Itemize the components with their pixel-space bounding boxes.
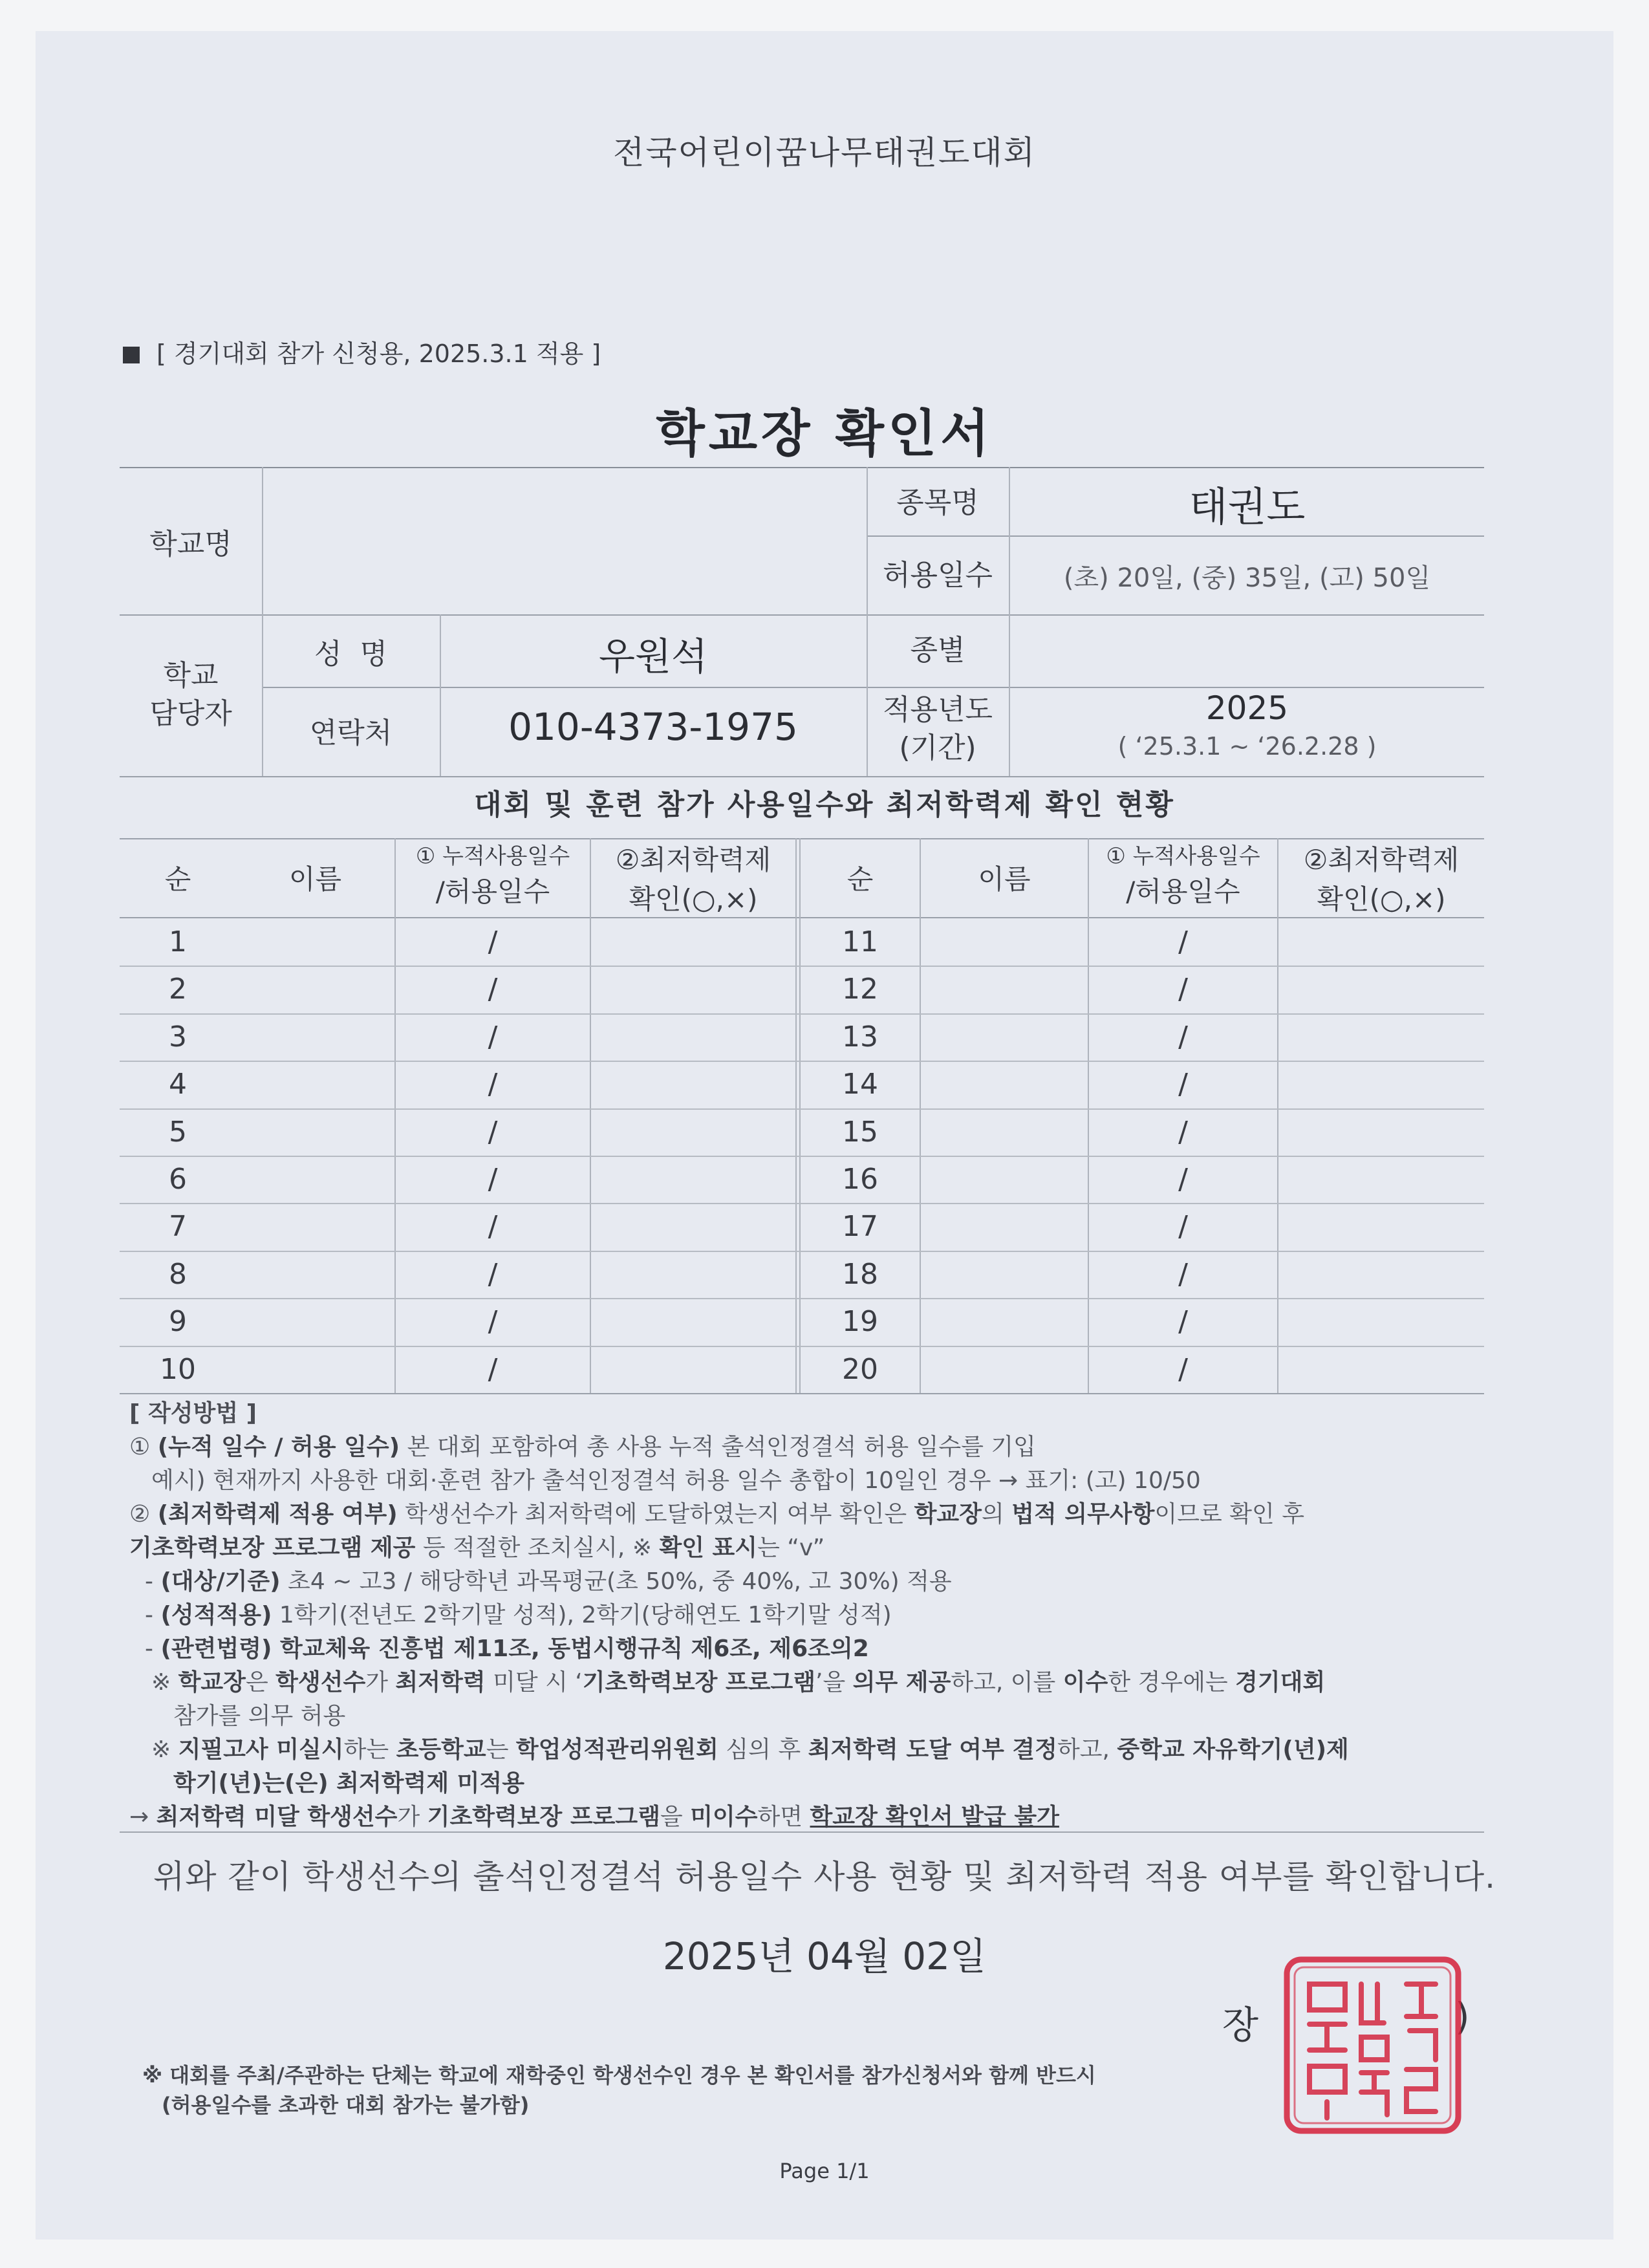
table-cell-no: 9 — [169, 1305, 187, 1338]
table-cell-days: / — [1178, 1210, 1188, 1243]
table-cell-days: / — [1178, 1116, 1188, 1149]
table-cell-check — [1278, 1156, 1484, 1204]
apply-year-label — [867, 691, 1009, 768]
table-cell-check — [591, 1156, 795, 1204]
table-cell-no: 4 — [169, 1068, 187, 1101]
table-cell-days: / — [1178, 1353, 1188, 1386]
instruction-line — [129, 1800, 1500, 1834]
table-cell-days: / — [488, 1305, 498, 1338]
table-cell-check — [591, 1251, 795, 1299]
instruction-example: 예시) 현재까지 사용한 대회·훈련 참가 출석인정결석 허용 일수 총합이 10일인 경우 → 표기: (고) 10/50 — [151, 1467, 1201, 1494]
instruction-line — [129, 1498, 1500, 1531]
instruction-term: 학교장 — [914, 1501, 982, 1528]
table-cell-days: / — [488, 1116, 498, 1149]
table-cell-name — [921, 1346, 1088, 1394]
table-cell-no: 2 — [169, 973, 187, 1006]
seal-stamp-icon — [1280, 1953, 1465, 2137]
table-cell-name — [236, 1013, 394, 1061]
arrow-marker: → — [129, 1804, 156, 1830]
table-cell-name — [921, 1013, 1088, 1061]
table-cell-check — [1278, 1013, 1484, 1061]
table-cell-name — [921, 1156, 1088, 1204]
table-cell-name — [236, 1061, 394, 1108]
instruction-line — [129, 1733, 1500, 1767]
page-number: Page 1/1 — [779, 2159, 870, 2183]
instruction-term: 학생선수 — [275, 1669, 366, 1696]
instruction-term: 이수 — [1062, 1669, 1108, 1696]
instruction-term: 경기대회 — [1235, 1669, 1326, 1696]
table-cell-name — [236, 1156, 394, 1204]
instruction-term: 학교장 — [178, 1669, 246, 1696]
header-days-right-line1: ① 누적사용일수 — [1106, 843, 1260, 869]
instruction-term: 지필고사 미실시 — [178, 1736, 344, 1763]
table-cell-no: 6 — [169, 1163, 187, 1196]
table-cell-days: / — [488, 973, 498, 1006]
table-cell-days: / — [488, 1068, 498, 1101]
instruction-text: 하고, 이를 — [951, 1669, 1063, 1696]
table-cell-check — [591, 1108, 795, 1156]
table-cell-no: 14 — [842, 1068, 878, 1101]
allowed-days-value: (초) 20일, (중) 35일, (고) 50일 — [1063, 563, 1431, 593]
instruction-text: 1학기(전년도 2학기말 성적), 2학기(당해연도 1학기말 성적) — [272, 1602, 892, 1628]
instruction-line — [129, 1666, 1500, 1700]
document-title: 학교장 확인서 — [656, 405, 993, 463]
table-cell-check — [591, 1013, 795, 1061]
instruction-text: 한 경우에는 — [1108, 1669, 1236, 1696]
instructions-title: [ 작성방법 ] — [129, 1400, 257, 1427]
progress-section-title: 대회 및 훈련 참가 사용일수와 최저학력제 확인 현황 — [474, 788, 1175, 821]
table-cell-days: / — [1178, 973, 1188, 1006]
category-label: 종별 — [910, 634, 965, 667]
contact-section-label-line1: 학교 — [163, 659, 219, 692]
square-bullet-icon — [123, 347, 140, 363]
table-cell-days: / — [488, 1258, 498, 1291]
instruction-term: 학교장 확인서 발급 불가 — [810, 1804, 1059, 1830]
instruction-text: 가 — [365, 1669, 396, 1696]
table-cell-no: 11 — [842, 925, 878, 958]
header-name-left: 이름 — [288, 863, 342, 895]
table-cell-name — [236, 1251, 394, 1299]
header-days-right — [1089, 841, 1277, 912]
apply-year-value: 2025 — [1205, 689, 1289, 727]
footer-note-line1: ※ 대회를 주최/주관하는 단체는 학교에 재학중인 학생선수인 경우 본 확인서를 참가신청서와 함께 반드시 — [142, 2063, 1096, 2088]
header-days-left-line1: ① 누적사용일수 — [415, 843, 570, 869]
table-cell-name — [921, 1061, 1088, 1108]
contact-name-value: 우원석 — [598, 634, 708, 678]
header-name-right: 이름 — [978, 863, 1031, 895]
header-check-right-line1: ②최저학력제 — [1303, 844, 1460, 876]
table-cell-no: 5 — [169, 1116, 187, 1149]
contact-phone-label: 연락처 — [309, 717, 393, 750]
table-cell-no: 12 — [842, 973, 878, 1006]
contact-section-label — [120, 656, 262, 733]
instruction-term: (대상/기준) — [160, 1568, 281, 1595]
table-cell-no: 8 — [169, 1258, 187, 1291]
instruction-term: 최저학력 도달 여부 결정 — [808, 1736, 1057, 1763]
instruction-term: 최저학력 — [395, 1669, 486, 1696]
table-cell-name — [921, 1298, 1088, 1346]
instruction-term: (관련법령) — [160, 1636, 272, 1662]
table-cell-name — [921, 1251, 1088, 1299]
reference-marker: ※ — [151, 1736, 178, 1763]
footer-note-line2: (허용일수를 초과한 대회 참가는 불가함) — [162, 2093, 530, 2117]
issue-date: 2025년 04월 02일 — [662, 1934, 987, 1978]
instruction-term: 미이수 — [690, 1804, 758, 1830]
header-check-right-line2: 확인(○,×) — [1317, 883, 1446, 915]
header-no-right: 순 — [846, 863, 874, 895]
header-no-left: 순 — [164, 863, 191, 895]
school-name-label: 학교명 — [149, 528, 232, 561]
table-cell-check — [1278, 1108, 1484, 1156]
instruction-term: 중학교 자유학기(년)제 — [1117, 1736, 1349, 1763]
table-cell-no: 13 — [842, 1021, 878, 1053]
table-cell-name — [921, 966, 1088, 1013]
table-cell-check — [591, 1298, 795, 1346]
circled-2-marker: ② — [129, 1501, 158, 1528]
instruction-line — [129, 1565, 1500, 1599]
instruction-text: 을 — [660, 1804, 691, 1830]
table-cell-check — [591, 1203, 795, 1251]
instruction-term: 최저학력 미달 학생선수 — [156, 1804, 398, 1830]
table-cell-check — [1278, 1346, 1484, 1394]
contact-section-label-line2: 담당자 — [149, 697, 232, 731]
table-cell-name — [921, 1203, 1088, 1251]
header-title: 전국어린이꿈나무태권도대회 — [613, 134, 1036, 171]
instruction-line — [129, 1632, 1500, 1666]
table-cell-no: 10 — [160, 1353, 196, 1386]
principal-title: 장 — [1222, 2003, 1259, 2047]
instruction-text: 는 “v” — [757, 1535, 825, 1561]
table-cell-name — [236, 1203, 394, 1251]
instruction-term: 초등학교 — [396, 1736, 486, 1763]
form-usage-note — [123, 334, 601, 369]
table-cell-days: / — [1178, 1163, 1188, 1196]
instructions — [129, 1397, 1500, 1834]
table-cell-no: 16 — [842, 1163, 878, 1196]
table-cell-no: 18 — [842, 1258, 878, 1291]
header-check-left-line2: 확인(○,×) — [629, 883, 758, 915]
instruction-term: (성적적용) — [160, 1602, 272, 1628]
instruction-text: 학교체육 진흥법 제11조, 동법시행규칙 제6조, 제6조의2 — [272, 1636, 869, 1662]
table-cell-days: / — [1178, 925, 1188, 958]
table-cell-name — [236, 1346, 394, 1394]
table-cell-check — [1278, 1203, 1484, 1251]
dash-marker: - — [145, 1636, 161, 1662]
instruction-text: 하면 — [757, 1804, 810, 1830]
instruction-term: 기초학력보장 프로그램 — [582, 1669, 816, 1696]
instruction-term: 기초학력보장 프로그램 — [427, 1804, 660, 1830]
instruction-text: 본 대회 포함하여 총 사용 누적 출석인정결석 허용 일수를 기입 — [400, 1434, 1036, 1460]
instruction-term: 법적 의무사항 — [1011, 1501, 1155, 1528]
dash-marker: - — [145, 1602, 161, 1628]
instruction-text: 하고, — [1057, 1736, 1117, 1763]
table-cell-days: / — [488, 1163, 498, 1196]
instruction-line — [129, 1531, 1500, 1565]
table-cell-name — [236, 918, 394, 966]
table-cell-no: 15 — [842, 1116, 878, 1149]
table-cell-check — [591, 1061, 795, 1108]
official-seal — [1280, 1953, 1465, 2137]
instruction-term: 학업성적관리위원회 — [515, 1736, 718, 1763]
table-cell-check — [591, 966, 795, 1013]
instruction-line — [129, 1599, 1500, 1632]
table-cell-no: 17 — [842, 1210, 878, 1243]
table-cell-name — [236, 1298, 394, 1346]
divider — [120, 1831, 1484, 1833]
instruction-term: 의무 제공 — [852, 1669, 951, 1696]
table-cell-days: / — [1178, 1068, 1188, 1101]
instruction-text: 미달 시 ‘ — [485, 1669, 583, 1696]
table-cell-check — [1278, 1061, 1484, 1108]
instruction-text: 가 — [397, 1804, 427, 1830]
table-cell-days: / — [488, 1210, 498, 1243]
table-cell-no: 7 — [169, 1210, 187, 1243]
table-cell-days: / — [488, 1021, 498, 1053]
reference-marker: ※ — [151, 1669, 178, 1696]
instruction-term: 기초학력보장 프로그램 제공 — [129, 1535, 416, 1561]
table-cell-name — [921, 918, 1088, 966]
event-label: 종목명 — [896, 486, 979, 519]
circled-1-marker: ① — [129, 1434, 158, 1460]
apply-year-label-line2: (기간) — [899, 731, 976, 765]
instruction-text: ’을 — [815, 1669, 853, 1696]
table-cell-days: / — [488, 1353, 498, 1386]
event-value: 태권도 — [1189, 483, 1306, 530]
footer-note — [142, 2060, 1096, 2120]
table-cell-check — [1278, 918, 1484, 966]
table-cell-check — [1278, 1251, 1484, 1299]
apply-year-label-line1: 적용년도 — [882, 693, 993, 726]
principal-seal-paren: ) — [1455, 1994, 1470, 2038]
table-cell-check — [591, 1346, 795, 1394]
dash-marker: - — [145, 1568, 161, 1595]
apply-period-value: ( ‘25.3.1 ~ ‘26.2.28 ) — [1117, 732, 1377, 761]
header-check-left — [591, 841, 795, 920]
instruction-line: 참가를 의무 허용 — [173, 1703, 346, 1729]
table-cell-check — [591, 918, 795, 966]
table-cell-name — [921, 1108, 1088, 1156]
table-cell-name — [236, 966, 394, 1013]
table-cell-check — [1278, 1298, 1484, 1346]
header-check-right — [1278, 841, 1484, 920]
contact-phone-value: 010-4373-1975 — [508, 705, 798, 749]
table-cell-check — [1278, 966, 1484, 1013]
header-days-left — [396, 841, 590, 912]
header-days-right-line2: /허용일수 — [1126, 876, 1240, 908]
table-cell-days: / — [1178, 1021, 1188, 1053]
instruction-line — [129, 1431, 1500, 1464]
instruction-term: (최저학력제 적용 여부) — [157, 1501, 398, 1528]
table-cell-days: / — [1178, 1258, 1188, 1291]
allowed-days-label: 허용일수 — [882, 559, 993, 592]
header-check-left-line1: ②최저학력제 — [615, 844, 771, 876]
instruction-term: (누적 일수 / 허용 일수) — [157, 1434, 400, 1460]
table-cell-days: / — [488, 925, 498, 958]
instruction-text: 은 — [245, 1669, 276, 1696]
table-cell-days: / — [1178, 1305, 1188, 1338]
form-usage-text: [ 경기대회 참가 신청용, 2025.3.1 적용 ] — [156, 340, 601, 368]
contact-name-label: 성 명 — [314, 638, 387, 671]
confirmation-statement: 위와 같이 학생선수의 출석인정결석 허용일수 사용 현황 및 최저학력 적용 여부를 확인합니다. — [153, 1858, 1496, 1895]
table-cell-name — [236, 1108, 394, 1156]
instruction-text: 하는 — [343, 1736, 396, 1763]
instruction-text: 는 — [486, 1736, 516, 1763]
instruction-line: 학기(년)는(은) 최저학력제 미적용 — [173, 1770, 524, 1797]
instruction-text: 초4 ~ 고3 / 해당학년 과목평균(초 50%, 중 40%, 고 30%) 적용 — [280, 1568, 952, 1595]
instruction-term: 확인 표시 — [659, 1535, 758, 1561]
instruction-text: 심의 후 — [718, 1736, 808, 1763]
header-days-left-line2: /허용일수 — [435, 876, 550, 908]
instruction-text: 이므로 확인 후 — [1154, 1501, 1304, 1528]
table-cell-no: 1 — [169, 925, 187, 958]
instruction-text: 의 — [981, 1501, 1012, 1528]
instruction-text: 등 적절한 조치실시, ※ — [415, 1535, 660, 1561]
table-cell-no: 19 — [842, 1305, 878, 1338]
table-cell-no: 3 — [169, 1021, 187, 1053]
instruction-text: 학생선수가 최저학력에 도달하였는지 여부 확인은 — [397, 1501, 914, 1528]
table-cell-no: 20 — [842, 1353, 878, 1386]
